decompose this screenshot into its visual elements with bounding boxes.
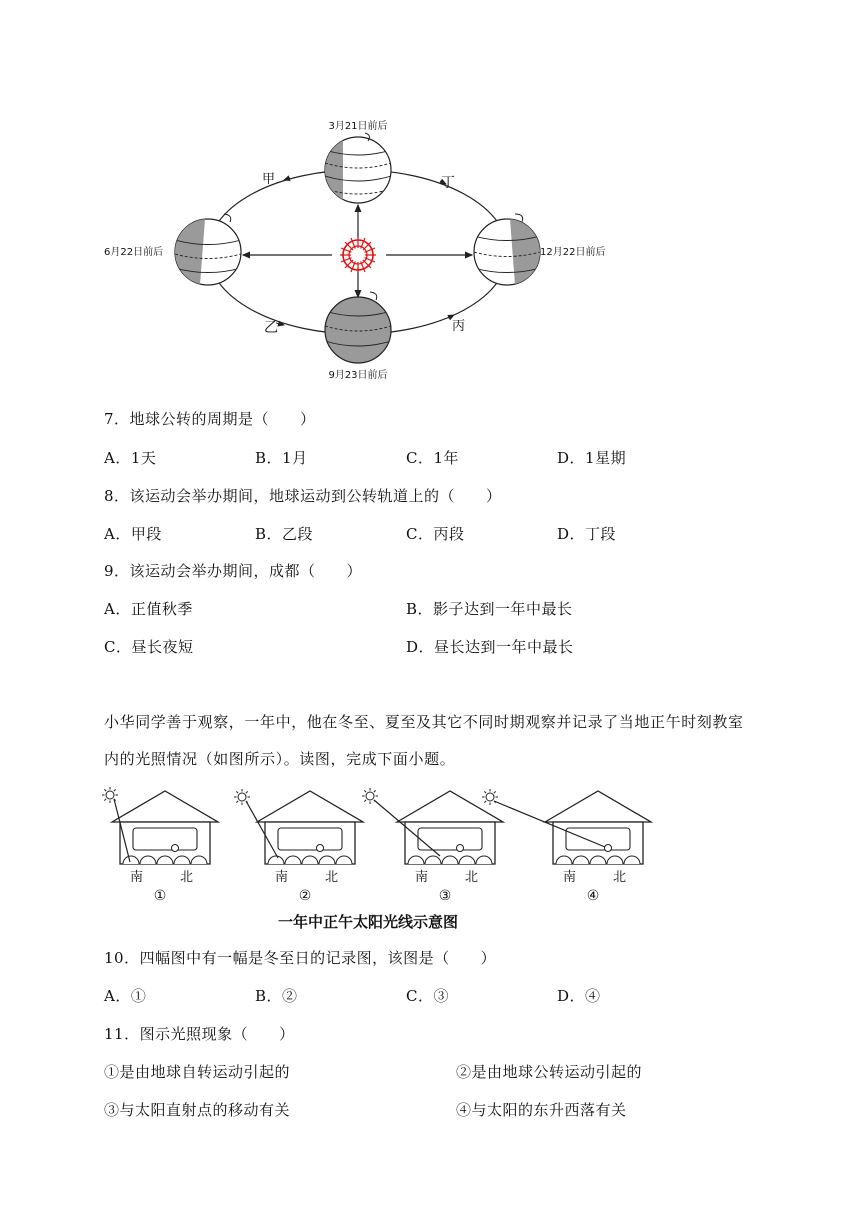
q7-option-c[interactable]: C．1年 bbox=[406, 449, 460, 467]
small-sun-icon bbox=[482, 789, 498, 805]
small-sun-icon bbox=[234, 789, 250, 805]
q10-option-a[interactable]: A．① bbox=[104, 987, 147, 1005]
south-label: 南 bbox=[415, 870, 429, 885]
classroom-panel-2 bbox=[234, 789, 363, 904]
north-label: 北 bbox=[325, 870, 339, 885]
passage-line-2: 内的光照情况（如图所示）。读图，完成下面小题。 bbox=[104, 750, 456, 768]
north-label: 北 bbox=[180, 870, 194, 885]
south-label: 南 bbox=[130, 870, 144, 885]
q11-statement-3[interactable]: ③与太阳直射点的移动有关 bbox=[104, 1101, 291, 1119]
sun-icon bbox=[340, 237, 376, 273]
globe-december bbox=[474, 214, 540, 285]
q9-option-b[interactable]: B．影子达到一年中最长 bbox=[406, 600, 573, 618]
q11-statement-2[interactable]: ②是由地球公转运动引起的 bbox=[456, 1063, 643, 1081]
q8-option-a[interactable]: A．甲段 bbox=[104, 525, 162, 543]
panel-number: ④ bbox=[586, 888, 600, 904]
south-label: 南 bbox=[563, 870, 577, 885]
date-label-march: 3月21日前后 bbox=[328, 121, 388, 132]
earth-orbit-diagram bbox=[95, 110, 635, 390]
globe-june bbox=[175, 214, 241, 285]
date-label-september: 9月23日前后 bbox=[328, 370, 388, 381]
q8-option-b[interactable]: B．乙段 bbox=[255, 525, 314, 543]
question-9: 9．该运动会举办期间，成都（ ） bbox=[104, 562, 363, 580]
segment-label-ding: 丁 bbox=[441, 175, 455, 191]
globe-march bbox=[325, 133, 391, 203]
q11-statement-4[interactable]: ④与太阳的东升西落有关 bbox=[456, 1101, 627, 1119]
segment-label-yi: 乙 bbox=[264, 320, 278, 336]
south-label: 南 bbox=[275, 870, 289, 885]
panel-number: ③ bbox=[438, 888, 452, 904]
passage-line-1: 小华同学善于观察，一年中，他在冬至、夏至及其它不同时期观察并记录了当地正午时刻教室 bbox=[104, 713, 744, 731]
north-label: 北 bbox=[613, 870, 627, 885]
north-label: 北 bbox=[465, 870, 479, 885]
question-10: 10．四幅图中有一幅是冬至日的记录图，该图是（ ） bbox=[104, 949, 497, 967]
q9-option-a[interactable]: A．正值秋季 bbox=[104, 600, 193, 618]
q8-option-c[interactable]: C．丙段 bbox=[406, 525, 465, 543]
panel-number: ① bbox=[153, 888, 167, 904]
q10-option-b[interactable]: B．② bbox=[255, 987, 298, 1005]
q7-option-b[interactable]: B．1月 bbox=[255, 449, 308, 467]
q7-option-d[interactable]: D．1星期 bbox=[557, 449, 627, 467]
date-label-december: 12月22日前后 bbox=[540, 247, 606, 258]
panel-number: ② bbox=[298, 888, 312, 904]
globe-september bbox=[325, 292, 391, 363]
question-11: 11．图示光照现象（ ） bbox=[104, 1025, 295, 1043]
passage-text bbox=[104, 704, 794, 778]
q9-option-d[interactable]: D．昼长达到一年中最长 bbox=[406, 638, 574, 656]
q8-option-d[interactable]: D．丁段 bbox=[557, 525, 617, 543]
q10-option-c[interactable]: C．③ bbox=[406, 987, 449, 1005]
orbit-arrow-bing bbox=[448, 315, 454, 318]
sunlight-caption: 一年中正午太阳光线示意图 bbox=[277, 913, 459, 931]
classroom-panel-3 bbox=[362, 788, 503, 904]
q9-option-c[interactable]: C．昼长夜短 bbox=[104, 638, 194, 656]
q7-option-a[interactable]: A．1天 bbox=[104, 449, 157, 467]
small-sun-icon bbox=[102, 787, 118, 803]
segment-label-bing: 丙 bbox=[452, 319, 466, 334]
q10-option-d[interactable]: D．④ bbox=[557, 987, 601, 1005]
question-7: 7．地球公转的周期是（ ） bbox=[104, 410, 316, 428]
segment-label-jia: 甲 bbox=[262, 172, 276, 187]
classroom-panel-4 bbox=[482, 789, 651, 904]
question-8: 8．该运动会举办期间，地球运动到公转轨道上的（ ） bbox=[104, 487, 502, 505]
classroom-panel-1 bbox=[102, 787, 218, 904]
noon-sunlight-diagram bbox=[95, 780, 655, 935]
date-label-june: 6月22日前后 bbox=[104, 247, 164, 258]
q11-statement-1[interactable]: ①是由地球自转运动引起的 bbox=[104, 1063, 291, 1081]
